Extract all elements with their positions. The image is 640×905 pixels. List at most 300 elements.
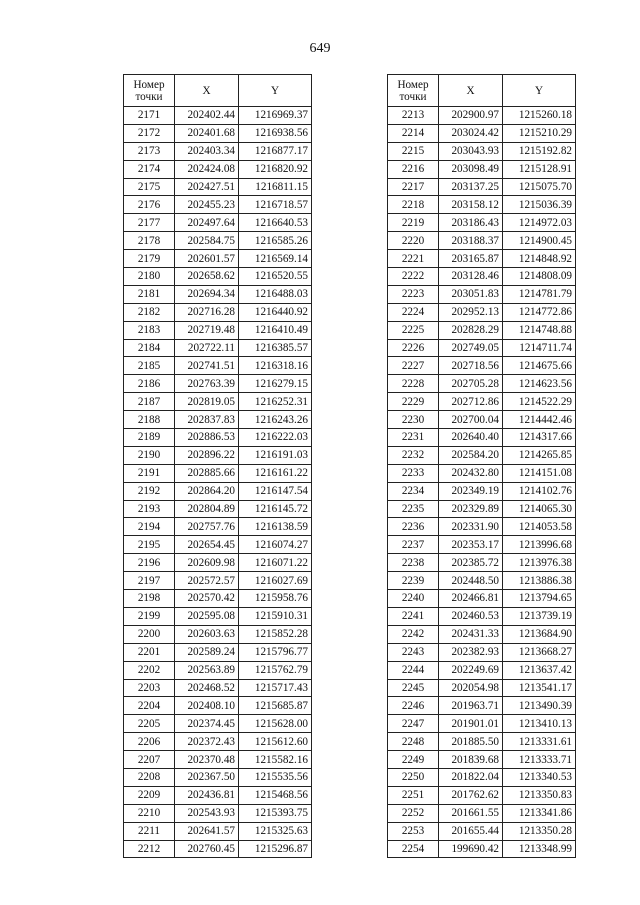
x-coordinate-cell: 202584.20 xyxy=(439,446,503,464)
header-y: Y xyxy=(503,75,576,107)
table-row xyxy=(124,697,312,715)
point-number-cell: 2211 xyxy=(124,822,175,840)
table-row xyxy=(124,822,312,840)
table-row xyxy=(388,554,576,572)
coordinates-table-right xyxy=(387,74,576,858)
y-coordinate-cell: 1214748.88 xyxy=(503,321,576,339)
table-row xyxy=(124,285,312,303)
table-row xyxy=(124,464,312,482)
y-coordinate-cell: 1216488.03 xyxy=(239,285,312,303)
x-coordinate-cell: 202722.11 xyxy=(175,339,239,357)
table-row xyxy=(124,768,312,786)
table-header-row xyxy=(124,75,312,107)
table-row xyxy=(124,375,312,393)
y-coordinate-cell: 1216191.03 xyxy=(239,446,312,464)
point-number-cell: 2254 xyxy=(388,840,439,858)
point-number-cell: 2205 xyxy=(124,715,175,733)
x-coordinate-cell: 202595.08 xyxy=(175,607,239,625)
y-coordinate-cell: 1216938.56 xyxy=(239,124,312,142)
point-number-cell: 2171 xyxy=(124,107,175,125)
y-coordinate-cell: 1214808.09 xyxy=(503,268,576,286)
y-coordinate-cell: 1213794.65 xyxy=(503,590,576,608)
y-coordinate-cell: 1214522.29 xyxy=(503,393,576,411)
point-number-cell: 2243 xyxy=(388,643,439,661)
table-row xyxy=(388,697,576,715)
y-coordinate-cell: 1213996.68 xyxy=(503,536,576,554)
table-row xyxy=(388,321,576,339)
table-row xyxy=(124,232,312,250)
table-row xyxy=(124,733,312,751)
x-coordinate-cell: 202374.45 xyxy=(175,715,239,733)
table-row xyxy=(388,643,576,661)
point-number-cell: 2244 xyxy=(388,661,439,679)
point-number-cell: 2208 xyxy=(124,768,175,786)
point-number-cell: 2190 xyxy=(124,446,175,464)
y-coordinate-cell: 1214265.85 xyxy=(503,446,576,464)
table-row xyxy=(388,536,576,554)
point-number-cell: 2220 xyxy=(388,232,439,250)
y-coordinate-cell: 1213350.28 xyxy=(503,822,576,840)
x-coordinate-cell: 202603.63 xyxy=(175,625,239,643)
y-coordinate-cell: 1216252.31 xyxy=(239,393,312,411)
y-coordinate-cell: 1215260.18 xyxy=(503,107,576,125)
x-coordinate-cell: 203186.43 xyxy=(439,214,503,232)
y-coordinate-cell: 1215393.75 xyxy=(239,804,312,822)
point-number-cell: 2248 xyxy=(388,733,439,751)
point-number-cell: 2213 xyxy=(388,107,439,125)
table-row xyxy=(124,786,312,804)
table-row xyxy=(124,196,312,214)
x-coordinate-cell: 202382.93 xyxy=(439,643,503,661)
y-coordinate-cell: 1216969.37 xyxy=(239,107,312,125)
x-coordinate-cell: 202757.76 xyxy=(175,518,239,536)
coordinates-table-left xyxy=(123,74,312,858)
table-row xyxy=(388,124,576,142)
y-coordinate-cell: 1214442.46 xyxy=(503,411,576,429)
x-coordinate-cell: 201822.04 xyxy=(439,768,503,786)
x-coordinate-cell: 202431.33 xyxy=(439,625,503,643)
x-coordinate-cell: 201661.55 xyxy=(439,804,503,822)
header-x: X xyxy=(175,75,239,107)
point-number-cell: 2175 xyxy=(124,178,175,196)
point-number-cell: 2221 xyxy=(388,250,439,268)
y-coordinate-cell: 1215468.56 xyxy=(239,786,312,804)
header-x: X xyxy=(439,75,503,107)
table-row xyxy=(124,393,312,411)
point-number-cell: 2210 xyxy=(124,804,175,822)
x-coordinate-cell: 202654.45 xyxy=(175,536,239,554)
y-coordinate-cell: 1213684.90 xyxy=(503,625,576,643)
point-number-cell: 2173 xyxy=(124,142,175,160)
point-number-cell: 2218 xyxy=(388,196,439,214)
x-coordinate-cell: 202828.29 xyxy=(439,321,503,339)
y-coordinate-cell: 1216811.15 xyxy=(239,178,312,196)
x-coordinate-cell: 202837.83 xyxy=(175,411,239,429)
point-number-cell: 2215 xyxy=(388,142,439,160)
y-coordinate-cell: 1214711.74 xyxy=(503,339,576,357)
point-number-cell: 2200 xyxy=(124,625,175,643)
table-row xyxy=(124,607,312,625)
point-number-cell: 2241 xyxy=(388,607,439,625)
y-coordinate-cell: 1214675.66 xyxy=(503,357,576,375)
y-coordinate-cell: 1216161.22 xyxy=(239,464,312,482)
y-coordinate-cell: 1214900.45 xyxy=(503,232,576,250)
x-coordinate-cell: 202570.42 xyxy=(175,590,239,608)
table-row xyxy=(124,339,312,357)
point-number-cell: 2204 xyxy=(124,697,175,715)
table-row xyxy=(124,107,312,125)
table-row xyxy=(124,178,312,196)
y-coordinate-cell: 1213333.71 xyxy=(503,751,576,769)
y-coordinate-cell: 1216147.54 xyxy=(239,482,312,500)
x-coordinate-cell: 202601.57 xyxy=(175,250,239,268)
x-coordinate-cell: 201655.44 xyxy=(439,822,503,840)
y-coordinate-cell: 1215852.28 xyxy=(239,625,312,643)
point-number-cell: 2216 xyxy=(388,160,439,178)
y-coordinate-cell: 1215296.87 xyxy=(239,840,312,858)
x-coordinate-cell: 202468.52 xyxy=(175,679,239,697)
y-coordinate-cell: 1215628.00 xyxy=(239,715,312,733)
table-row xyxy=(388,107,576,125)
x-coordinate-cell: 202466.81 xyxy=(439,590,503,608)
table-row xyxy=(388,268,576,286)
x-coordinate-cell: 202448.50 xyxy=(439,572,503,590)
y-coordinate-cell: 1216569.14 xyxy=(239,250,312,268)
table-row xyxy=(388,160,576,178)
y-coordinate-cell: 1214317.66 xyxy=(503,429,576,447)
y-coordinate-cell: 1214848.92 xyxy=(503,250,576,268)
y-coordinate-cell: 1213541.17 xyxy=(503,679,576,697)
y-coordinate-cell: 1213976.38 xyxy=(503,554,576,572)
point-number-cell: 2193 xyxy=(124,500,175,518)
table-row xyxy=(388,393,576,411)
y-coordinate-cell: 1213490.39 xyxy=(503,697,576,715)
table-row xyxy=(124,590,312,608)
x-coordinate-cell: 202427.51 xyxy=(175,178,239,196)
table-row xyxy=(124,625,312,643)
table-row xyxy=(124,840,312,858)
table-row xyxy=(124,321,312,339)
point-number-cell: 2231 xyxy=(388,429,439,447)
point-number-cell: 2179 xyxy=(124,250,175,268)
point-number-cell: 2249 xyxy=(388,751,439,769)
x-coordinate-cell: 202331.90 xyxy=(439,518,503,536)
point-number-cell: 2206 xyxy=(124,733,175,751)
table-header-row xyxy=(388,75,576,107)
x-coordinate-cell: 202609.98 xyxy=(175,554,239,572)
x-coordinate-cell: 203137.25 xyxy=(439,178,503,196)
table-row xyxy=(124,804,312,822)
point-number-cell: 2223 xyxy=(388,285,439,303)
y-coordinate-cell: 1214102.76 xyxy=(503,482,576,500)
x-coordinate-cell: 203128.46 xyxy=(439,268,503,286)
table-row xyxy=(388,196,576,214)
y-coordinate-cell: 1214623.56 xyxy=(503,375,576,393)
point-number-cell: 2196 xyxy=(124,554,175,572)
x-coordinate-cell: 202402.44 xyxy=(175,107,239,125)
point-number-cell: 2209 xyxy=(124,786,175,804)
point-number-cell: 2186 xyxy=(124,375,175,393)
table-row xyxy=(388,768,576,786)
x-coordinate-cell: 202819.05 xyxy=(175,393,239,411)
point-number-cell: 2194 xyxy=(124,518,175,536)
y-coordinate-cell: 1215762.79 xyxy=(239,661,312,679)
point-number-cell: 2198 xyxy=(124,590,175,608)
x-coordinate-cell: 202455.23 xyxy=(175,196,239,214)
point-number-cell: 2187 xyxy=(124,393,175,411)
point-number-cell: 2229 xyxy=(388,393,439,411)
point-number-cell: 2227 xyxy=(388,357,439,375)
table-row xyxy=(388,482,576,500)
y-coordinate-cell: 1216718.57 xyxy=(239,196,312,214)
point-number-cell: 2181 xyxy=(124,285,175,303)
x-coordinate-cell: 202432.80 xyxy=(439,464,503,482)
x-coordinate-cell: 201963.71 xyxy=(439,697,503,715)
header-point-number: Номер точки xyxy=(124,75,175,107)
x-coordinate-cell: 202804.89 xyxy=(175,500,239,518)
point-number-cell: 2203 xyxy=(124,679,175,697)
y-coordinate-cell: 1216585.26 xyxy=(239,232,312,250)
table-row xyxy=(388,679,576,697)
table-row xyxy=(124,536,312,554)
table-row xyxy=(388,822,576,840)
x-coordinate-cell: 202367.50 xyxy=(175,768,239,786)
x-coordinate-cell: 202763.39 xyxy=(175,375,239,393)
y-coordinate-cell: 1214053.58 xyxy=(503,518,576,536)
point-number-cell: 2222 xyxy=(388,268,439,286)
point-number-cell: 2225 xyxy=(388,321,439,339)
y-coordinate-cell: 1214781.79 xyxy=(503,285,576,303)
y-coordinate-cell: 1215192.82 xyxy=(503,142,576,160)
table-row xyxy=(388,429,576,447)
point-number-cell: 2184 xyxy=(124,339,175,357)
x-coordinate-cell: 202403.34 xyxy=(175,142,239,160)
x-coordinate-cell: 202712.86 xyxy=(439,393,503,411)
table-row xyxy=(124,357,312,375)
page-number: 649 xyxy=(309,41,331,56)
x-coordinate-cell: 202563.89 xyxy=(175,661,239,679)
y-coordinate-cell: 1216820.92 xyxy=(239,160,312,178)
y-coordinate-cell: 1213341.86 xyxy=(503,804,576,822)
point-number-cell: 2253 xyxy=(388,822,439,840)
y-coordinate-cell: 1213331.61 xyxy=(503,733,576,751)
point-number-cell: 2191 xyxy=(124,464,175,482)
point-number-cell: 2192 xyxy=(124,482,175,500)
x-coordinate-cell: 202658.62 xyxy=(175,268,239,286)
point-number-cell: 2237 xyxy=(388,536,439,554)
y-coordinate-cell: 1216640.53 xyxy=(239,214,312,232)
y-coordinate-cell: 1216318.16 xyxy=(239,357,312,375)
x-coordinate-cell: 202760.45 xyxy=(175,840,239,858)
table-row xyxy=(124,429,312,447)
table-row xyxy=(388,715,576,733)
point-number-cell: 2242 xyxy=(388,625,439,643)
table-row xyxy=(124,715,312,733)
x-coordinate-cell: 202497.64 xyxy=(175,214,239,232)
x-coordinate-cell: 202886.53 xyxy=(175,429,239,447)
y-coordinate-cell: 1215036.39 xyxy=(503,196,576,214)
point-number-cell: 2230 xyxy=(388,411,439,429)
point-number-cell: 2174 xyxy=(124,160,175,178)
y-coordinate-cell: 1215582.16 xyxy=(239,751,312,769)
table-row xyxy=(388,446,576,464)
y-coordinate-cell: 1213410.13 xyxy=(503,715,576,733)
point-number-cell: 2180 xyxy=(124,268,175,286)
table-row xyxy=(388,518,576,536)
y-coordinate-cell: 1214065.30 xyxy=(503,500,576,518)
point-number-cell: 2250 xyxy=(388,768,439,786)
x-coordinate-cell: 202572.57 xyxy=(175,572,239,590)
x-coordinate-cell: 202543.93 xyxy=(175,804,239,822)
x-coordinate-cell: 202372.43 xyxy=(175,733,239,751)
y-coordinate-cell: 1214972.03 xyxy=(503,214,576,232)
table-row xyxy=(124,214,312,232)
y-coordinate-cell: 1216410.49 xyxy=(239,321,312,339)
x-coordinate-cell: 202718.56 xyxy=(439,357,503,375)
table-row xyxy=(388,733,576,751)
x-coordinate-cell: 201762.62 xyxy=(439,786,503,804)
y-coordinate-cell: 1213739.19 xyxy=(503,607,576,625)
point-number-cell: 2252 xyxy=(388,804,439,822)
x-coordinate-cell: 202716.28 xyxy=(175,303,239,321)
x-coordinate-cell: 202424.08 xyxy=(175,160,239,178)
x-coordinate-cell: 202249.69 xyxy=(439,661,503,679)
table-row xyxy=(388,661,576,679)
table-row xyxy=(124,554,312,572)
point-number-cell: 2212 xyxy=(124,840,175,858)
table-row xyxy=(388,375,576,393)
x-coordinate-cell: 202589.24 xyxy=(175,643,239,661)
y-coordinate-cell: 1215796.77 xyxy=(239,643,312,661)
point-number-cell: 2185 xyxy=(124,357,175,375)
x-coordinate-cell: 202584.75 xyxy=(175,232,239,250)
point-number-cell: 2178 xyxy=(124,232,175,250)
point-number-cell: 2224 xyxy=(388,303,439,321)
y-coordinate-cell: 1213348.99 xyxy=(503,840,576,858)
y-coordinate-cell: 1216071.22 xyxy=(239,554,312,572)
x-coordinate-cell: 203158.12 xyxy=(439,196,503,214)
x-coordinate-cell: 203051.83 xyxy=(439,285,503,303)
x-coordinate-cell: 202054.98 xyxy=(439,679,503,697)
x-coordinate-cell: 203098.49 xyxy=(439,160,503,178)
x-coordinate-cell: 203165.87 xyxy=(439,250,503,268)
table-row xyxy=(124,160,312,178)
x-coordinate-cell: 202436.81 xyxy=(175,786,239,804)
table-row xyxy=(124,751,312,769)
table-row xyxy=(388,804,576,822)
table-row xyxy=(124,679,312,697)
y-coordinate-cell: 1216145.72 xyxy=(239,500,312,518)
header-point-number: Номер точки xyxy=(388,75,439,107)
y-coordinate-cell: 1215325.63 xyxy=(239,822,312,840)
x-coordinate-cell: 201901.01 xyxy=(439,715,503,733)
table-row xyxy=(388,250,576,268)
table-row xyxy=(124,482,312,500)
table-row xyxy=(388,339,576,357)
x-coordinate-cell: 202401.68 xyxy=(175,124,239,142)
x-coordinate-cell: 202719.48 xyxy=(175,321,239,339)
y-coordinate-cell: 1215535.56 xyxy=(239,768,312,786)
y-coordinate-cell: 1216440.92 xyxy=(239,303,312,321)
y-coordinate-cell: 1215612.60 xyxy=(239,733,312,751)
table-row xyxy=(124,142,312,160)
y-coordinate-cell: 1216222.03 xyxy=(239,429,312,447)
x-coordinate-cell: 201885.50 xyxy=(439,733,503,751)
y-coordinate-cell: 1216027.69 xyxy=(239,572,312,590)
table-row xyxy=(388,464,576,482)
table-row xyxy=(124,250,312,268)
table-row xyxy=(388,590,576,608)
table-row xyxy=(124,411,312,429)
x-coordinate-cell: 202885.66 xyxy=(175,464,239,482)
y-coordinate-cell: 1215210.29 xyxy=(503,124,576,142)
point-number-cell: 2239 xyxy=(388,572,439,590)
table-row xyxy=(388,607,576,625)
x-coordinate-cell: 202705.28 xyxy=(439,375,503,393)
y-coordinate-cell: 1216243.26 xyxy=(239,411,312,429)
x-coordinate-cell: 202952.13 xyxy=(439,303,503,321)
x-coordinate-cell: 199690.42 xyxy=(439,840,503,858)
table-row xyxy=(388,214,576,232)
table-row xyxy=(388,142,576,160)
point-number-cell: 2176 xyxy=(124,196,175,214)
table-row xyxy=(388,303,576,321)
y-coordinate-cell: 1214151.08 xyxy=(503,464,576,482)
y-coordinate-cell: 1216877.17 xyxy=(239,142,312,160)
x-coordinate-cell: 202749.05 xyxy=(439,339,503,357)
point-number-cell: 2246 xyxy=(388,697,439,715)
x-coordinate-cell: 202900.97 xyxy=(439,107,503,125)
table-row xyxy=(124,124,312,142)
header-y: Y xyxy=(239,75,312,107)
x-coordinate-cell: 202349.19 xyxy=(439,482,503,500)
point-number-cell: 2201 xyxy=(124,643,175,661)
table-row xyxy=(388,357,576,375)
point-number-cell: 2202 xyxy=(124,661,175,679)
point-number-cell: 2207 xyxy=(124,751,175,769)
table-row xyxy=(124,446,312,464)
table-row xyxy=(388,178,576,196)
point-number-cell: 2235 xyxy=(388,500,439,518)
point-number-cell: 2240 xyxy=(388,590,439,608)
x-coordinate-cell: 202353.17 xyxy=(439,536,503,554)
x-coordinate-cell: 202864.20 xyxy=(175,482,239,500)
point-number-cell: 2228 xyxy=(388,375,439,393)
table-row xyxy=(124,303,312,321)
y-coordinate-cell: 1213668.27 xyxy=(503,643,576,661)
point-number-cell: 2188 xyxy=(124,411,175,429)
x-coordinate-cell: 202370.48 xyxy=(175,751,239,769)
point-number-cell: 2251 xyxy=(388,786,439,804)
x-coordinate-cell: 202385.72 xyxy=(439,554,503,572)
point-number-cell: 2214 xyxy=(388,124,439,142)
x-coordinate-cell: 202408.10 xyxy=(175,697,239,715)
point-number-cell: 2219 xyxy=(388,214,439,232)
point-number-cell: 2232 xyxy=(388,446,439,464)
x-coordinate-cell: 202460.53 xyxy=(439,607,503,625)
point-number-cell: 2199 xyxy=(124,607,175,625)
x-coordinate-cell: 203024.42 xyxy=(439,124,503,142)
point-number-cell: 2172 xyxy=(124,124,175,142)
y-coordinate-cell: 1215717.43 xyxy=(239,679,312,697)
table-row xyxy=(124,268,312,286)
y-coordinate-cell: 1214772.86 xyxy=(503,303,576,321)
point-number-cell: 2247 xyxy=(388,715,439,733)
y-coordinate-cell: 1216074.27 xyxy=(239,536,312,554)
point-number-cell: 2189 xyxy=(124,429,175,447)
x-coordinate-cell: 201839.68 xyxy=(439,751,503,769)
point-number-cell: 2236 xyxy=(388,518,439,536)
